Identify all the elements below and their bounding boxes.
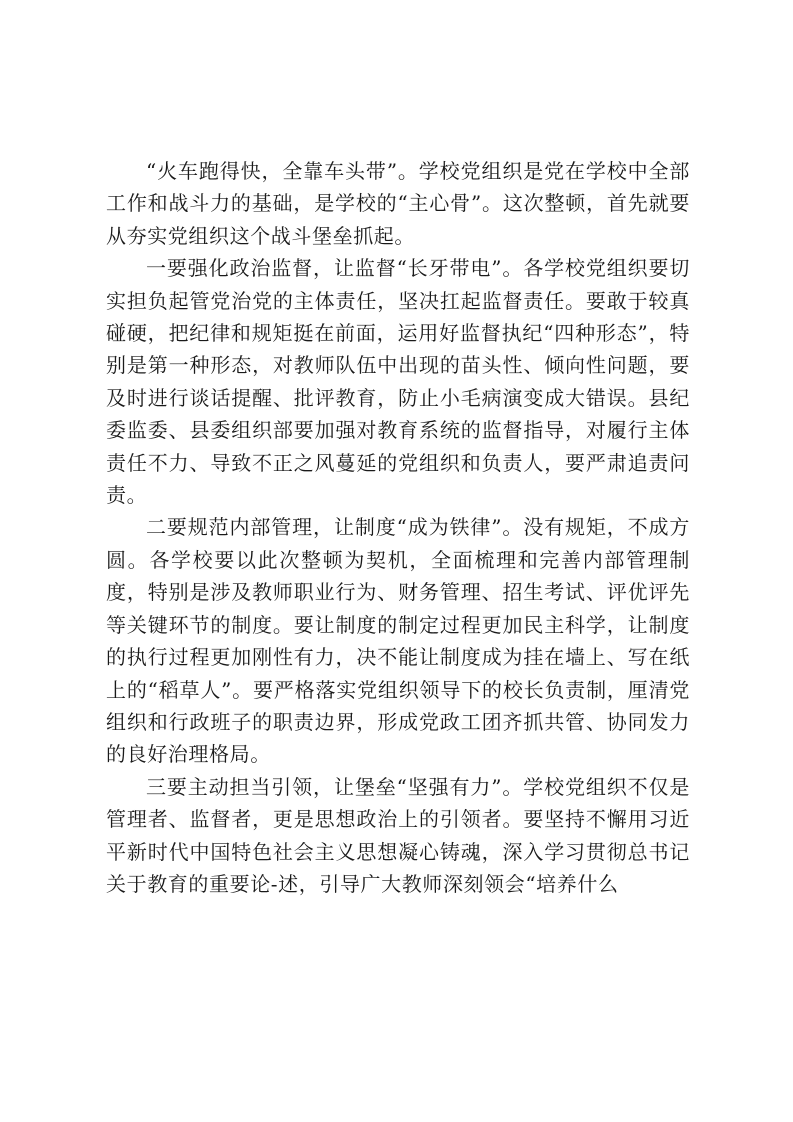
- paragraph-intro: “火车跑得快，全靠车头带”。学校党组织是党在学校中全部工作和战斗力的基础，是学校的“主心骨”。这次整顿，首先就要从夯实党组织这个战斗堡垒抓起。: [106, 159, 690, 248]
- paragraph-political-supervision: 一要强化政治监督，让监督“长牙带电”。各学校党组织要切实担负起管党治党的主体责任，坚决扛起监督责任。要敢于较真碰硬，把纪律和规矩挺在前面，运用好监督执纪“四种形态”，特别是第一种形态，对教师队伍中出现的苗头性、倾向性问题，要及时进行谈话提醒、批评教育，防止小毛病演变成大错误。县纪委监委、县委组织部要加强对教育系统的监督指导，对履行主体责任不力、导致不正之风蔓延的党组织和负责人，要严肃追责问责。: [106, 256, 690, 508]
- paragraph-internal-management: 二要规范内部管理，让制度“成为铁律”。没有规矩，不成方圆。各学校要以此次整顿为契机，全面梳理和完善内部管理制度，特别是涉及教师职业行为、财务管理、招生考试、评优评先等关键环节的制度。要让制度的制定过程更加民主科学，让制度的执行过程更加刚性有力，决不能让制度成为挂在墙上、写在纸上的“稻草人”。要严格落实党组织领导下的校长负责制，厘清党组织和行政班子的职责边界，形成党政工团齐抓共管、协同发力的良好治理格局。: [106, 515, 690, 767]
- paragraph-leadership: 三要主动担当引领，让堡垒“坚强有力”。学校党组织不仅是管理者、监督者，更是思想政治上的引领者。要坚持不懈用习近平新时代中国特色社会主义思想凝心铸魂，深入学习贯彻总书记关于教育的重要论-述，引导广大教师深刻领会“培养什么: [106, 774, 690, 896]
- document-body: [106, 155, 690, 900]
